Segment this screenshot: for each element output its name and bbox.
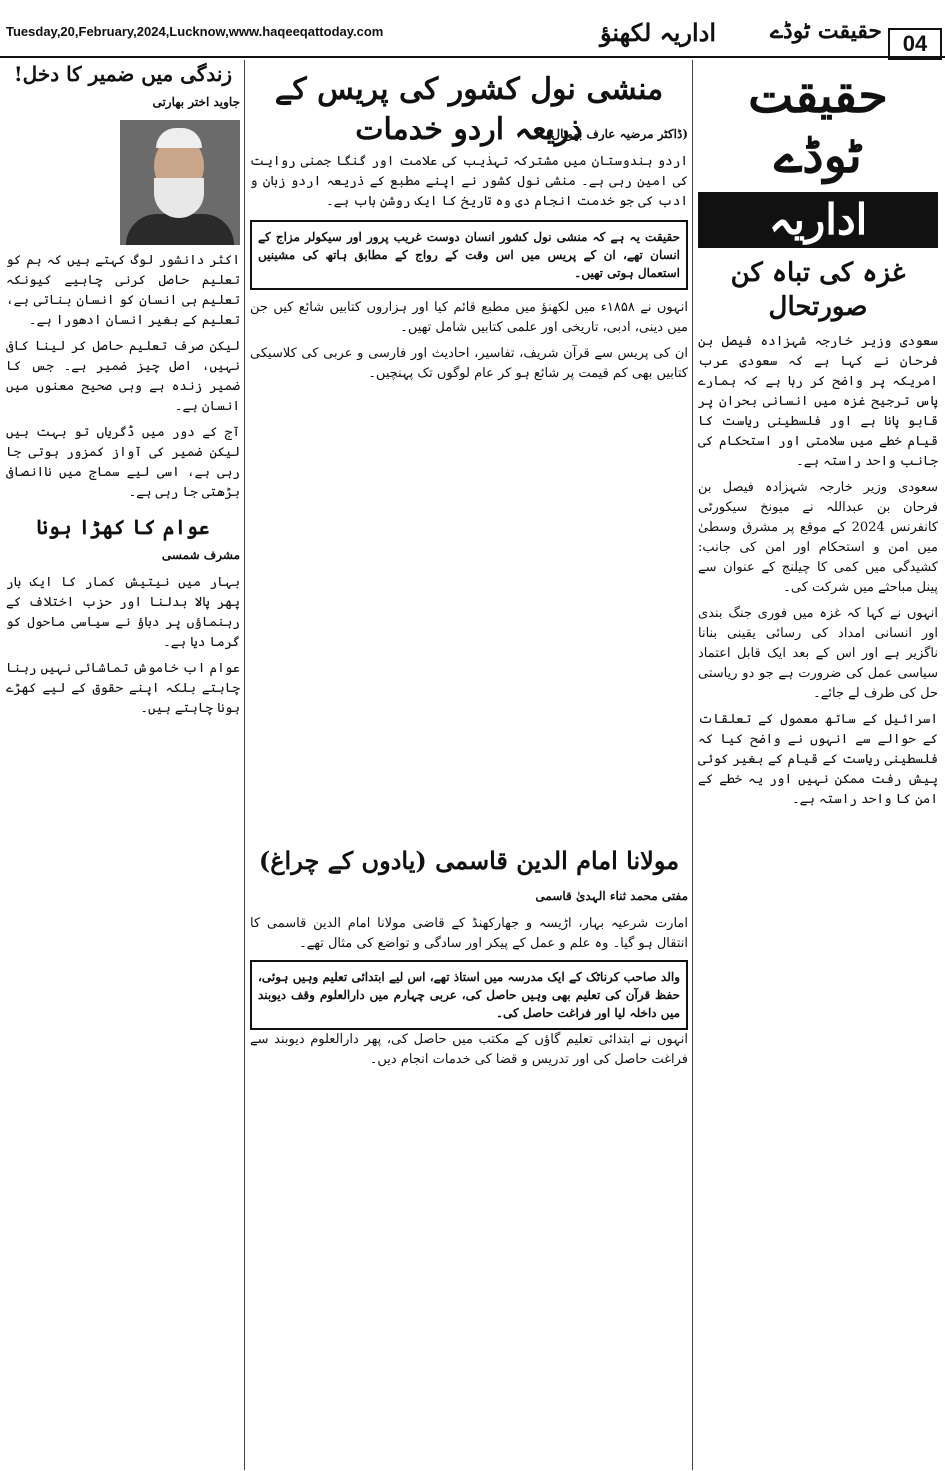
obituary-article [250,840,688,1460]
obituary-paragraph: امارت شرعیہ بہار، اڑیسہ و جھارکھنڈ کے قاضی مولانا امام الدین قاسمی کا انتقال ہو گیا۔ وہ علم و عمل کے پیکر اور سادگی و تواضع کی مثال تھے۔ [250,916,688,951]
column-second-byline: مشرف شمسی [161,548,240,562]
date-line: Tuesday,20,February,2024,Lucknow,www.haqeeqattoday.com [6,24,384,39]
editorial-paragraph: سعودی وزیر خارجہ شہزادہ فیصل بن فرحان نے کہا ہے کہ سعودی عرب امریکہ پر واضح کر رہا ہے کہ ہمارے پاس ترجیح غزہ میں انسانی بحران پر قابو پانا ہے اور فلسطینی ریاست کا قیام خطے میں سلامتی اور استحکام کی جانب واحد راستہ ہے۔ [698,334,938,469]
column-second-headline: عوام کا کھڑا ہونا [36,515,210,539]
obituary-headline: مولانا امام الدین قاسمی (یادوں کے چراغ) [258,846,680,875]
obituary-box: والد صاحب کرناٹک کے ایک مدرسہ میں استاذ تھے، اس لیے ابتدائی تعلیم وہیں ہوئی، حفظ قرآن کی تعلیم بھی وہیں حاصل کی، عربی چہارم میں دارالعلوم وقف دیوبند میں داخلہ لیا اور فراغت حاصل کی۔ [250,960,688,1030]
page-number: 04 [888,28,942,60]
feature-paragraph: ان کی پریس سے قرآن شریف، تفاسیر، احادیث اور فارسی و عربی کی کلاسیکی کتابیں بھی کم قیمت پر شائع ہو کر عام لوگوں تک پہنچیں۔ [250,346,688,381]
feature-headline: منشی نول کشور کی پریس کے ذریعہ اردو خدمات [274,72,664,147]
column-divider [244,60,245,1470]
obituary-paragraph: انہوں نے ابتدائی تعلیم گاؤں کے مکتب میں حاصل کی، پھر دارالعلوم دیوبند سے فراغت حاصل کی اور تدریس و قضا کی خدمات انجام دیں۔ [250,1032,688,1067]
feature-pull-quote: حقیقت یہ ہے کہ منشی نول کشور انسان دوست غریب پرور اور سیکولر مزاج کے انسان تھے، ان کے پریس میں اس وقت کے رواج کے مطابق ہاتھ کی مشینیں استعمال ہوتی تھیں۔ [250,220,688,290]
column-headline: زندگی میں ضمیر کا دخل! [13,62,233,86]
masthead [0,0,945,58]
author-photo [120,120,240,245]
brand-name: حقیقت ٹوڈے [770,18,882,44]
editorial-column [698,60,938,1460]
editorial-brand: حقیقت ٹوڈے [748,68,888,184]
column-paragraph: عوام اب خاموش تماشائی نہیں رہنا چاہتے بلکہ اپنے حقوق کے لیے کھڑے ہونا چاہتے ہیں۔ [6,661,240,716]
editorial-label: اداریہ [698,192,938,248]
column-byline: جاوید اختر بھارتی [152,95,240,109]
column-divider [692,60,693,1470]
feature-paragraph: اردو ہندوستان میں مشترکہ تہذیب کی علامت اور گنگا جمنی روایت کی امین رہی ہے۔ منشی نول کشور نے اپنے مطبع کے ذریعہ اردو زبان و ادب کی جو خدمت انجام دی وہ تاریخ کا ایک روشن باب ہے۔ [250,154,688,209]
column-paragraph: لیکن صرف تعلیم حاصل کر لینا کافی نہیں، اصل چیز ضمیر ہے۔ جس کا ضمیر زندہ ہے وہی صحیح معنوں میں انسان ہے۔ [6,339,240,414]
editorial-paragraph: سعودی وزیر خارجہ شہزادہ فیصل بن فرحان بن عبداللہ نے میونخ سیکورٹی کانفرنس 2024 کے موقع پر مشرق وسطیٰ میں امن و استحکام اور امن کی جانب: کشیدگی میں کمی کا چیلنج کے عنوان سے پینل مباحثے میں شرکت کی۔ [698,480,938,595]
column-paragraph: اکثر دانشور لوگ کہتے ہیں کہ ہم کو تعلیم حاصل کرنی چاہیے کیونکہ تعلیم ہی انسان کو انسان بناتی ہے، تعلیم کے بغیر انسان ادھورا ہے۔ [6,253,240,328]
masthead-rule [0,56,945,58]
section-title: اداریہ لکھنؤ [600,18,716,47]
feature-byline: (ڈاکٹر مرضیہ عارف بھوپال) [545,127,688,141]
editorial-paragraph: اسرائیل کے ساتھ معمول کے تعلقات کے حوالے سے انہوں نے واضح کیا کہ فلسطینی ریاست کے قیام کے بغیر کوئی پیش رفت ممکن نہیں اور یہ خطے کے امن کا واحد راستہ ہے۔ [698,712,938,807]
editorial-headline: غزہ کی تباہ کن صورتحال [730,258,906,322]
column-paragraph: آج کے دور میں ڈگریاں تو بہت ہیں لیکن ضمیر کی آواز کمزور ہوتی جا رہی ہے، اسی لیے سماج میں ناانصافی بڑھتی جا رہی ہے۔ [6,425,240,500]
obituary-byline: مفتی محمد ثناء الہدیٰ قاسمی [535,889,688,903]
opinion-column [6,60,240,1460]
feature-article [250,120,688,830]
column-paragraph: بہار میں نیتیش کمار کا ایک بار پھر پالا بدلنا اور حزب اختلاف کے رہنماؤں پر دباؤ نے سیاسی ماحول کو گرما دیا ہے۔ [6,575,240,650]
feature-paragraph: انہوں نے ۱۸۵۸ء میں لکھنؤ میں مطبع قائم کیا اور ہزاروں کتابیں شائع کیں جن میں دینی، ادبی، تاریخی اور علمی کتابیں شامل تھیں۔ [250,300,688,335]
editorial-paragraph: انہوں نے کہا کہ غزہ میں فوری جنگ بندی اور انسانی امداد کی رسائی یقینی بنانا ناگزیر ہے اور اس کے بعد ایک قابل اعتماد سیاسی عمل کی ضرورت ہے جو دو ریاستی حل کی طرف لے جائے۔ [698,606,938,701]
